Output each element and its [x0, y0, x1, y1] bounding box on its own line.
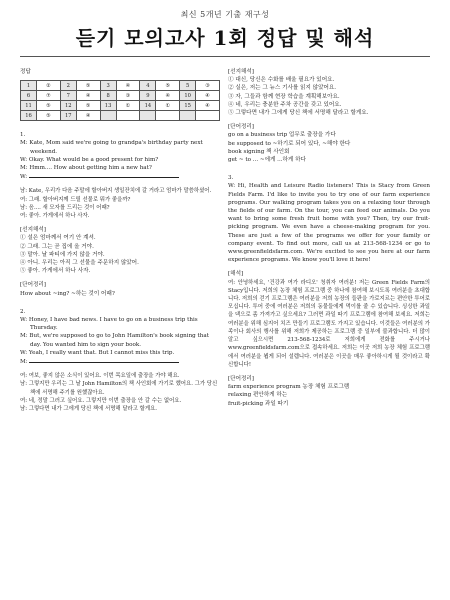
answer-key-table [20, 80, 220, 121]
answer-number-cell: 6 [21, 91, 37, 101]
vocab-item: How about ~ing? ~하는 것이 어때? [20, 290, 115, 297]
translation-line: 여: 좋아. 가게에서 하나 사자. [20, 213, 90, 220]
answer-number-cell: 13 [100, 101, 116, 111]
vocab-item: be supposed to ~하기로 되어 있다, ~해야 한다 [228, 140, 351, 147]
vocab-item: get ~ to ... ~에게 ...하게 하다 [228, 157, 306, 164]
answer-choice-cell [116, 111, 140, 121]
answer-row [21, 111, 220, 121]
header-divider [20, 56, 430, 57]
translation-line: 여: 네, 정말 그러고 싶어요. 그렇지만 이번 출장을 안 갈 수는 없어요. [20, 397, 182, 404]
translation-line: 여: 여보, 좋지 않은 소식이 있어요. 이번 목요일에 출장을 가야 해요. [20, 373, 180, 380]
answer-number-cell: 1 [21, 81, 37, 91]
answer-number-cell: 10 [180, 91, 196, 101]
vocab-item: go on a business trip 업무로 출장을 가다 [228, 132, 336, 139]
dialogue-line: W: Yeah, I really want that. But I cannot miss this trip. [20, 349, 175, 356]
answer-number-cell: 17 [60, 111, 76, 121]
answer-choice-cell: ⑤ [76, 81, 100, 91]
choice-item: ② 실은, 저는 그 뉴스 기사를 읽지 않았어요. [228, 85, 337, 92]
answer-number-cell: 3 [100, 81, 116, 91]
answer-choice-cell: ⑤ [156, 81, 180, 91]
translation-line: 여: 그래. 할아버지께 드릴 선물로 뭐가 좋을까? [20, 196, 131, 203]
question-number: 2. [20, 308, 26, 315]
left-column [20, 68, 220, 413]
answer-number-cell: 16 [21, 111, 37, 121]
right-column [228, 68, 430, 408]
answer-number-cell: 7 [60, 91, 76, 101]
answer-row [21, 101, 220, 111]
translation-line: 남: 음.... 새 모자를 드리는 것이 어때? [20, 204, 110, 211]
dialogue-answer-blank: M: [20, 357, 220, 366]
answer-number-cell [180, 111, 196, 121]
choice-item: ⑤ 좋아. 가게에서 하나 사자. [20, 268, 91, 275]
dialogue-line: M: Hmm.... How about getting him a new hat? [20, 165, 152, 172]
answer-number-cell: 15 [180, 101, 196, 111]
answer-choice-cell: ④ [76, 91, 100, 101]
choices-label: [선지해석] [228, 69, 254, 75]
translation-line: 남: 그렇지만 우리는 그 날 John Hamilton의 책 사인회에 가기로 했어요. 그가 당신 책에 서명해 주기를 원했잖아요. [20, 381, 218, 396]
choice-item: ③ 자, 그들과 함께 현장 학습을 계획해보아요. [228, 93, 340, 100]
question-2 [20, 308, 220, 413]
answer-number-cell: 9 [140, 91, 156, 101]
answer-choice-cell: ⑤ [76, 101, 100, 111]
answer-choice-cell: ⑤ [37, 111, 61, 121]
answer-key-label: 정답 [20, 69, 31, 75]
choice-item: ⑤ 그렇다면 내가 그에게 당신 책에 서명해 달라고 할게요. [228, 110, 369, 117]
answer-number-cell: 5 [180, 81, 196, 91]
answer-choice-cell: ④ [156, 91, 180, 101]
page-subtitle: 최신 5개년 기출 재구성 [180, 10, 270, 19]
choice-item: ③ 말아. 날 파티에 가지 않을 거야. [20, 251, 105, 258]
question-3 [228, 174, 430, 407]
dialogue-answer-blank: W: [20, 172, 220, 181]
question-number: 3. [228, 175, 234, 182]
answer-choice-cell: ⑤ [37, 101, 61, 111]
choices-label: [선지해석] [20, 227, 46, 234]
dialogue-line: W: Okay. What would be a good present for him? [20, 156, 159, 163]
vocab-item: relaxing 편안하게 하는 [228, 392, 288, 399]
answer-choice-cell: ④ [76, 111, 100, 121]
vocab-item: book signing 책 사인회 [228, 148, 290, 155]
vocab-label: [단어정리] [228, 375, 254, 382]
choice-item: ② 그래. 그는 곧 집에 올 거야. [20, 243, 94, 250]
answer-number-cell [100, 111, 116, 121]
vocab-label: [단어정리] [228, 124, 254, 131]
answer-choice-cell: ④ [196, 101, 220, 111]
vocab-label: [단어정리] [20, 282, 46, 289]
answer-number-cell [140, 111, 156, 121]
choice-item: ① 대신, 당신은 수화를 배울 필요가 있어요. [228, 77, 335, 84]
answer-number-cell: 12 [60, 101, 76, 111]
answer-row [21, 81, 220, 91]
answer-choice-cell: ③ [116, 91, 140, 101]
answer-number-cell: 14 [140, 101, 156, 111]
monologue-text: W: Hi, Health and Leisure Radio listeners! This is Stacy from Green Fields Farm. I'd like to invite you to try one of our farm experience programs. Our walking program takes you on a relaxing tour through the fields of our farm. On the tour, you can feed our animals. Do you want to bring some fresh fruit home with you? Then, try our fruit-picking program. We even have a cheese-making program for you. These are just a few of the programs we offer for your family or company event. To find out more, call us at 213-568-1234 or go to www.greenfieldsfarm.com. We're excited to see you here at our farm experience programs. We know you'll love it here! [228, 183, 430, 264]
question-number: 1. [20, 132, 26, 139]
answer-choice-cell [196, 111, 220, 121]
answer-choice-cell [156, 111, 180, 121]
question-1 [20, 131, 220, 298]
vocab-item: farm experience program 농장 체험 프로그램 [228, 384, 350, 391]
answer-choice-cell: ① [156, 101, 180, 111]
page-header [0, 0, 450, 64]
dialogue-line: M: But, we're supposed to go to John Hamilton's book signing that day. You wanted him to sign your book. [20, 333, 209, 348]
answer-choice-cell: ③ [196, 81, 220, 91]
vocab-item: fruit-picking 과일 따기 [228, 400, 289, 407]
page-title: 듣기 모의고사 1회 정답 및 해석 [75, 26, 375, 50]
choice-item: ④ 네, 우리는 충분한 주차 공간을 갖고 있어요. [228, 101, 342, 108]
answer-number-cell: 8 [100, 91, 116, 101]
dialogue-line: M: Kate, Mom said we're going to grandpa's birthday party next weekend. [20, 140, 203, 155]
choice-item: ① 설은 엄마께서 여기 안 계셔. [20, 235, 96, 242]
translation-text: 여: 안녕하세요, '건강과 여가 라디오' 청취자 여러분! 저는 Green Fields Farm의 Stacy입니다. 저희의 농장 체험 프로그램 중 하나에 참여해 보시도록 여러분을 초대합니다. 저희의 걷기 프로그램은 여러분을 저희 농장의 들판을 가로지르는 편안한 투어로 모십니다. 투어 중에 여러분은 저희의 동물들에게 먹이를 줄 수 있습니다. 싱싱한 과일을 댁으로 좀 가져가고 싶으세요? 그러면 과일 따기 프로그램에 참여해 보세요. 저희는 여러분을 위해 심지어 치즈 만들기 프로그램도 가지고 있습니다. 이것들은 여러분의 가족이나 회사의 행사를 위해 저희가 제공하는 프로그램 중 일부에 불과합니다. 더 많이 알고 싶으시면 213-568-1234로 저희에게 전화를 주시거나 www.greenfieldsfarm.com으로 접속하세요. 저희는 이곳 저희 농장 체험 프로그램에서 여러분을 뵙게 되어 설렙니다. 여러분은 이곳을 매우 좋아하시게 될 것이라고 확신합니다! [228, 279, 430, 368]
answer-choice-cell: ⑦ [37, 91, 61, 101]
answer-number-cell: 2 [60, 81, 76, 91]
answer-choice-cell: ④ [196, 91, 220, 101]
answer-row [21, 91, 220, 101]
answer-number-cell: 4 [140, 81, 156, 91]
translation-line: 남: 그렇다면 내가 그에게 당신 책에 서명해 달라고 할게요. [20, 406, 158, 413]
translation-label: [해석] [228, 271, 244, 278]
answer-choice-cell: ④ [116, 81, 140, 91]
choice-item: ④ 아니. 우리는 아직 그 선물을 주문하지 않았어. [20, 260, 139, 267]
answer-choice-cell: ① [116, 101, 140, 111]
dialogue-line: W: Honey, I have bad news. I have to go on a business trip this Thursday. [20, 317, 198, 332]
answer-number-cell: 11 [21, 101, 37, 111]
translation-line: 남: Kate, 우리가 다음 주말에 할아버지 생일잔치에 갈 거라고 엄마가 말씀하셨어. [20, 188, 212, 195]
answer-choice-cell: ② [37, 81, 61, 91]
